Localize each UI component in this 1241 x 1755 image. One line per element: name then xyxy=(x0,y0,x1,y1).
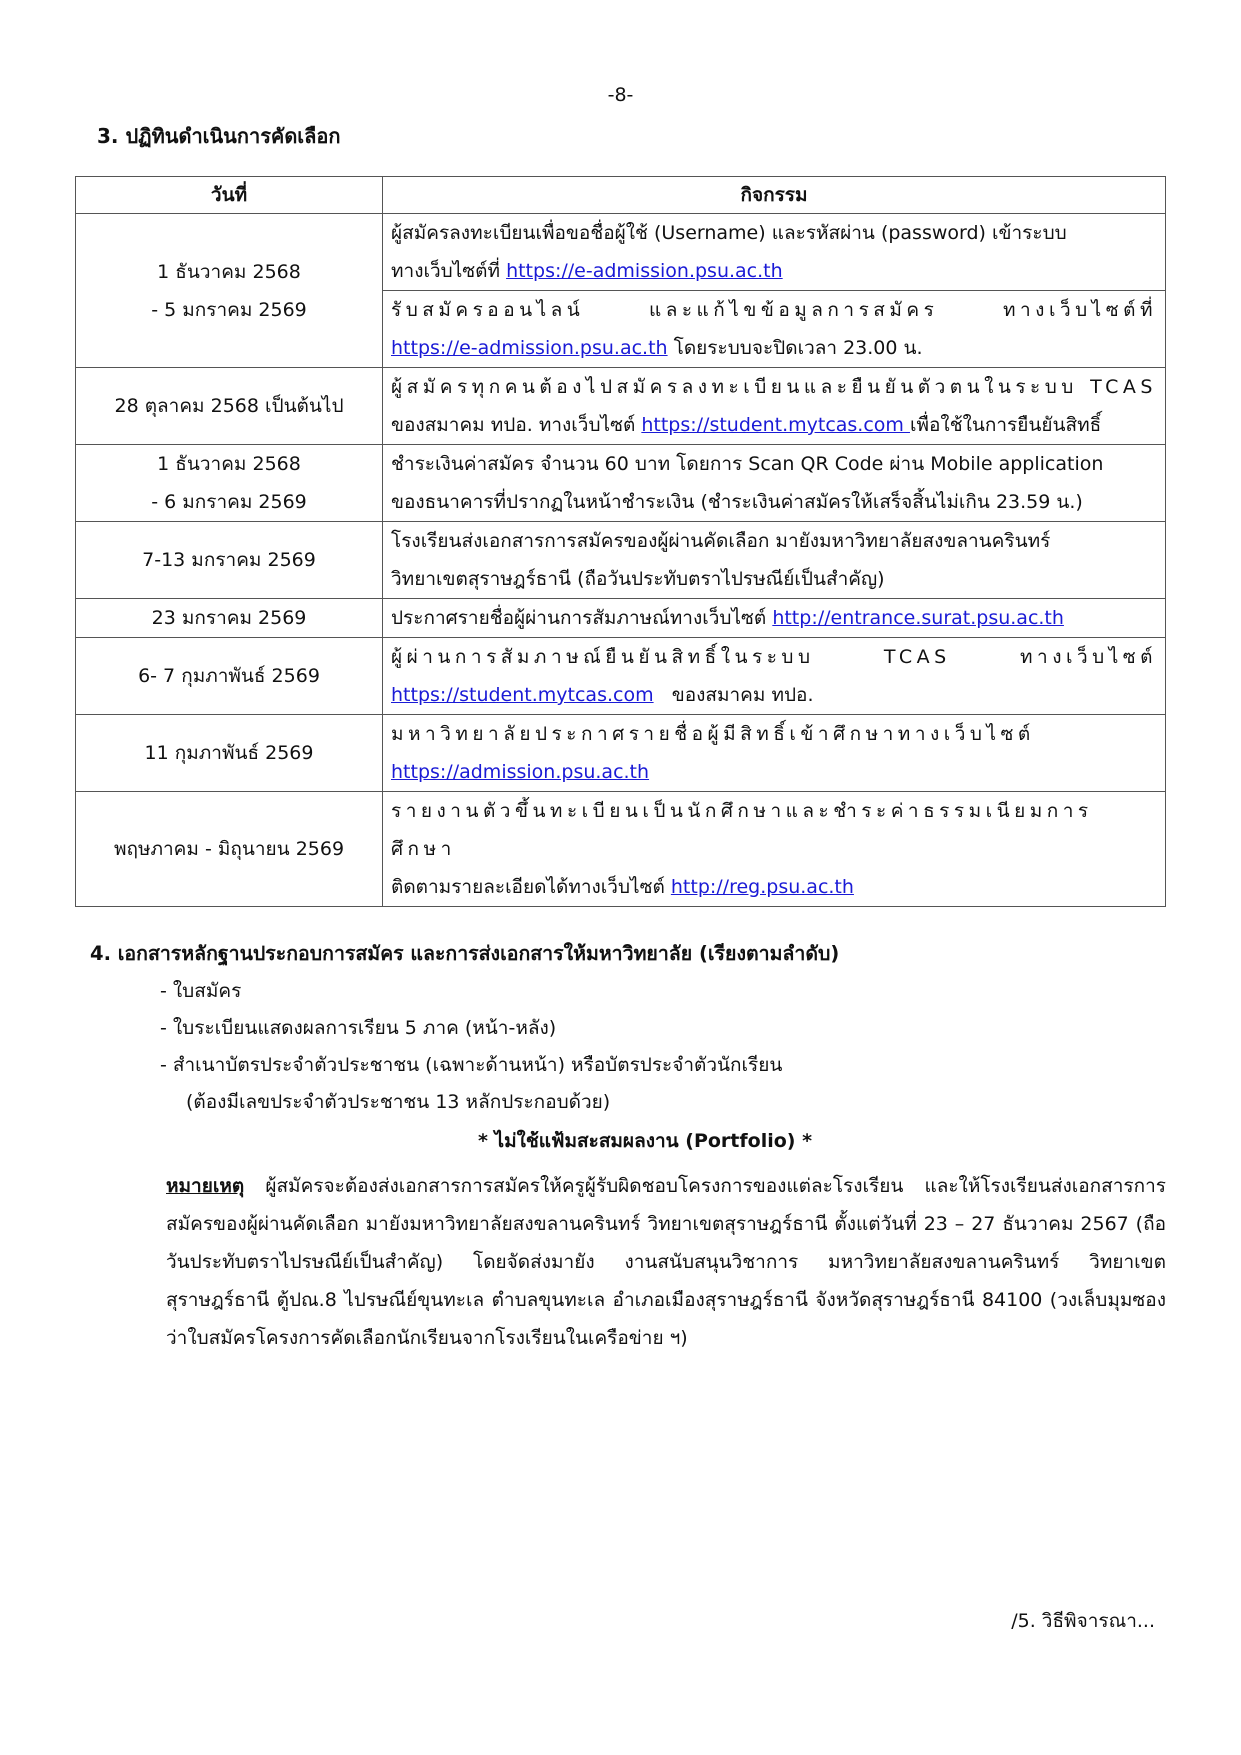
remark-paragraph xyxy=(166,1167,1166,1357)
remark-text: ผู้สมัครจะต้องส่งเอกสารการสมัครให้ครูผู้รับผิดชอบโครงการของแต่ละโรงเรียน และให้โรงเรียนส่งเอกสารการสมัครของผู้ผ่านคัดเลือก มายังมหาวิทยาลัยสงขลานครินทร์ วิทยาเขตสุราษฎร์ธานี ตั้งแต่วันที่ 23 – 27 ธันวาคม 2567 (ถือวันประทับตราไปรษณีย์เป็นสำคัญ) โดยจัดส่งมายัง งานสนับสนุนวิชาการ มหาวิทยาลัยสงขลานครินทร์ วิทยาเขตสุราษฎร์ธานี ตู้ปณ.8 ไปรษณีย์ขุนทะเล ตำบลขุนทะเล อำเภอเมืองสุราษฎร์ธานี จังหวัดสุราษฎร์ธานี 84100 (วงเล็บมุมซองว่าใบสมัครโครงการคัดเลือกนักเรียนจากโรงเรียนในเครือข่าย ฯ) xyxy=(166,1175,1166,1349)
activity-text: ของสมาคม ทปอ. xyxy=(653,684,814,706)
activity-text: รับสมัครออนไลน์ และแก้ไขข้อมูลการสมัคร ทางเว็บไซต์ที่ xyxy=(391,299,1157,321)
header-activity: กิจกรรม xyxy=(383,177,1166,214)
table-row xyxy=(76,599,1166,638)
date-cell: 6- 7 กุมภาพันธ์ 2569 xyxy=(76,638,383,715)
activity-cell xyxy=(383,638,1166,715)
activity-cell xyxy=(383,445,1166,522)
document-item: - ใบสมัคร xyxy=(160,980,242,1002)
table-row xyxy=(76,214,1166,291)
remark-label: หมายเหตุ xyxy=(166,1175,245,1197)
activity-text: ผู้ผ่านการสัมภาษณ์ยืนยันสิทธิ์ในระบบ TCAS ทางเว็บไซต์ xyxy=(391,646,1157,668)
date-cell: 7-13 มกราคม 2569 xyxy=(76,522,383,599)
section-4 xyxy=(90,938,1170,1357)
document-item-note: (ต้องมีเลขประจำตัวประชาชน 13 หลักประกอบด้วย) xyxy=(186,1091,611,1113)
activity-text: ประกาศรายชื่อผู้ผ่านการสัมภาษณ์ทางเว็บไซต์ xyxy=(391,607,773,629)
activity-text: วิทยาเขตสุราษฎร์ธานี (ถือวันประทับตราไปรษณีย์เป็นสำคัญ) xyxy=(391,568,885,590)
page-number: -8- xyxy=(607,84,634,106)
date-line: 1 ธันวาคม 2568 xyxy=(157,260,301,283)
mytcas-link[interactable]: https://student.mytcas.com xyxy=(391,684,654,706)
e-admission-link[interactable]: https://e-admission.psu.ac.th xyxy=(391,337,668,359)
section-3-title: 3. ปฏิทินดำเนินการคัดเลือก xyxy=(97,124,341,148)
date-cell: 11 กุมภาพันธ์ 2569 xyxy=(76,715,383,792)
date-cell: พฤษภาคม - มิถุนายน 2569 xyxy=(76,792,383,907)
activity-text: ทางเว็บไซต์ที่ xyxy=(391,260,507,282)
activity-cell xyxy=(383,792,1166,907)
activity-text: โดยระบบจะปิดเวลา 23.00 น. xyxy=(667,337,923,359)
activity-cell xyxy=(383,291,1166,368)
activity-cell xyxy=(383,368,1166,445)
portfolio-note: * ไม่ใช้แฟ้มสะสมผลงาน (Portfolio) * xyxy=(477,1130,813,1152)
activity-text: มหาวิทยาลัยประกาศรายชื่อผู้มีสิทธิ์เข้าศึกษาทางเว็บไซต์ xyxy=(391,723,1035,745)
e-admission-link[interactable]: https://e-admission.psu.ac.th xyxy=(506,260,783,282)
activity-text: ของสมาคม ทปอ. ทางเว็บไซต์ xyxy=(391,414,642,436)
table-row xyxy=(76,522,1166,599)
table-header-row xyxy=(76,177,1166,214)
table-row xyxy=(76,368,1166,445)
date-cell xyxy=(76,214,383,368)
date-line: - 5 มกราคม 2569 xyxy=(151,298,307,321)
activity-text: ผู้สมัครทุกคนต้องไปสมัครลงทะเบียนและยืนยันตัวตนในระบบ TCAS xyxy=(391,376,1157,398)
date-line: 1 ธันวาคม 2568 xyxy=(157,453,301,475)
continuation-note: /5. วิธีพิจารณา... xyxy=(1011,1610,1155,1632)
activity-cell xyxy=(383,522,1166,599)
section-4-title: 4. เอกสารหลักฐานประกอบการสมัคร และการส่งเอกสารให้มหาวิทยาลัย (เรียงตามลำดับ) xyxy=(90,942,840,965)
activity-text xyxy=(391,252,1157,290)
activity-cell xyxy=(383,214,1166,291)
admission-link[interactable]: https://admission.psu.ac.th xyxy=(391,761,650,783)
activity-text: ติดตามรายละเอียดได้ทางเว็บไซต์ xyxy=(391,876,671,898)
table-row xyxy=(76,792,1166,907)
activity-text: ผู้สมัครลงทะเบียนเพื่อขอชื่อผู้ใช้ (Username) และรหัสผ่าน (password) เข้าระบบ xyxy=(391,222,1067,244)
document-item: - ใบระเบียนแสดงผลการเรียน 5 ภาค (หน้า-หลัง) xyxy=(160,1017,557,1039)
document-item: - สำเนาบัตรประจำตัวประชาชน (เฉพาะด้านหน้า) หรือบัตรประจำตัวนักเรียน xyxy=(160,1054,783,1076)
date-cell: 23 มกราคม 2569 xyxy=(76,599,383,638)
activity-text: โรงเรียนส่งเอกสารการสมัครของผู้ผ่านคัดเลือก มายังมหาวิทยาลัยสงขลานครินทร์ xyxy=(391,530,1051,552)
table-row xyxy=(76,638,1166,715)
reg-link[interactable]: http://reg.psu.ac.th xyxy=(670,876,854,898)
date-line: - 6 มกราคม 2569 xyxy=(151,491,307,513)
date-cell: 28 ตุลาคม 2568 เป็นต้นไป xyxy=(76,368,383,445)
table-row xyxy=(76,445,1166,522)
activity-text: ชำระเงินค่าสมัคร จำนวน 60 บาท โดยการ Scan QR Code ผ่าน Mobile application xyxy=(391,453,1104,475)
header-date: วันที่ xyxy=(76,177,383,214)
entrance-link[interactable]: http://entrance.surat.psu.ac.th xyxy=(772,607,1064,629)
table-row xyxy=(76,715,1166,792)
activity-cell xyxy=(383,715,1166,792)
date-cell xyxy=(76,445,383,522)
schedule-table xyxy=(75,176,1166,907)
activity-text: เพื่อใช้ในการยืนยันสิทธิ์ xyxy=(909,414,1102,436)
activity-cell xyxy=(383,599,1166,638)
activity-text: รายงานตัวขึ้นทะเบียนเป็นนักศึกษาและชำระค่าธรรมเนียมการศึกษา xyxy=(391,800,1093,860)
activity-text: ของธนาคารที่ปรากฏในหน้าชำระเงิน (ชำระเงินค่าสมัครให้เสร็จสิ้นไม่เกิน 23.59 น.) xyxy=(391,491,1083,513)
mytcas-link[interactable]: https://student.mytcas.com xyxy=(641,414,910,436)
